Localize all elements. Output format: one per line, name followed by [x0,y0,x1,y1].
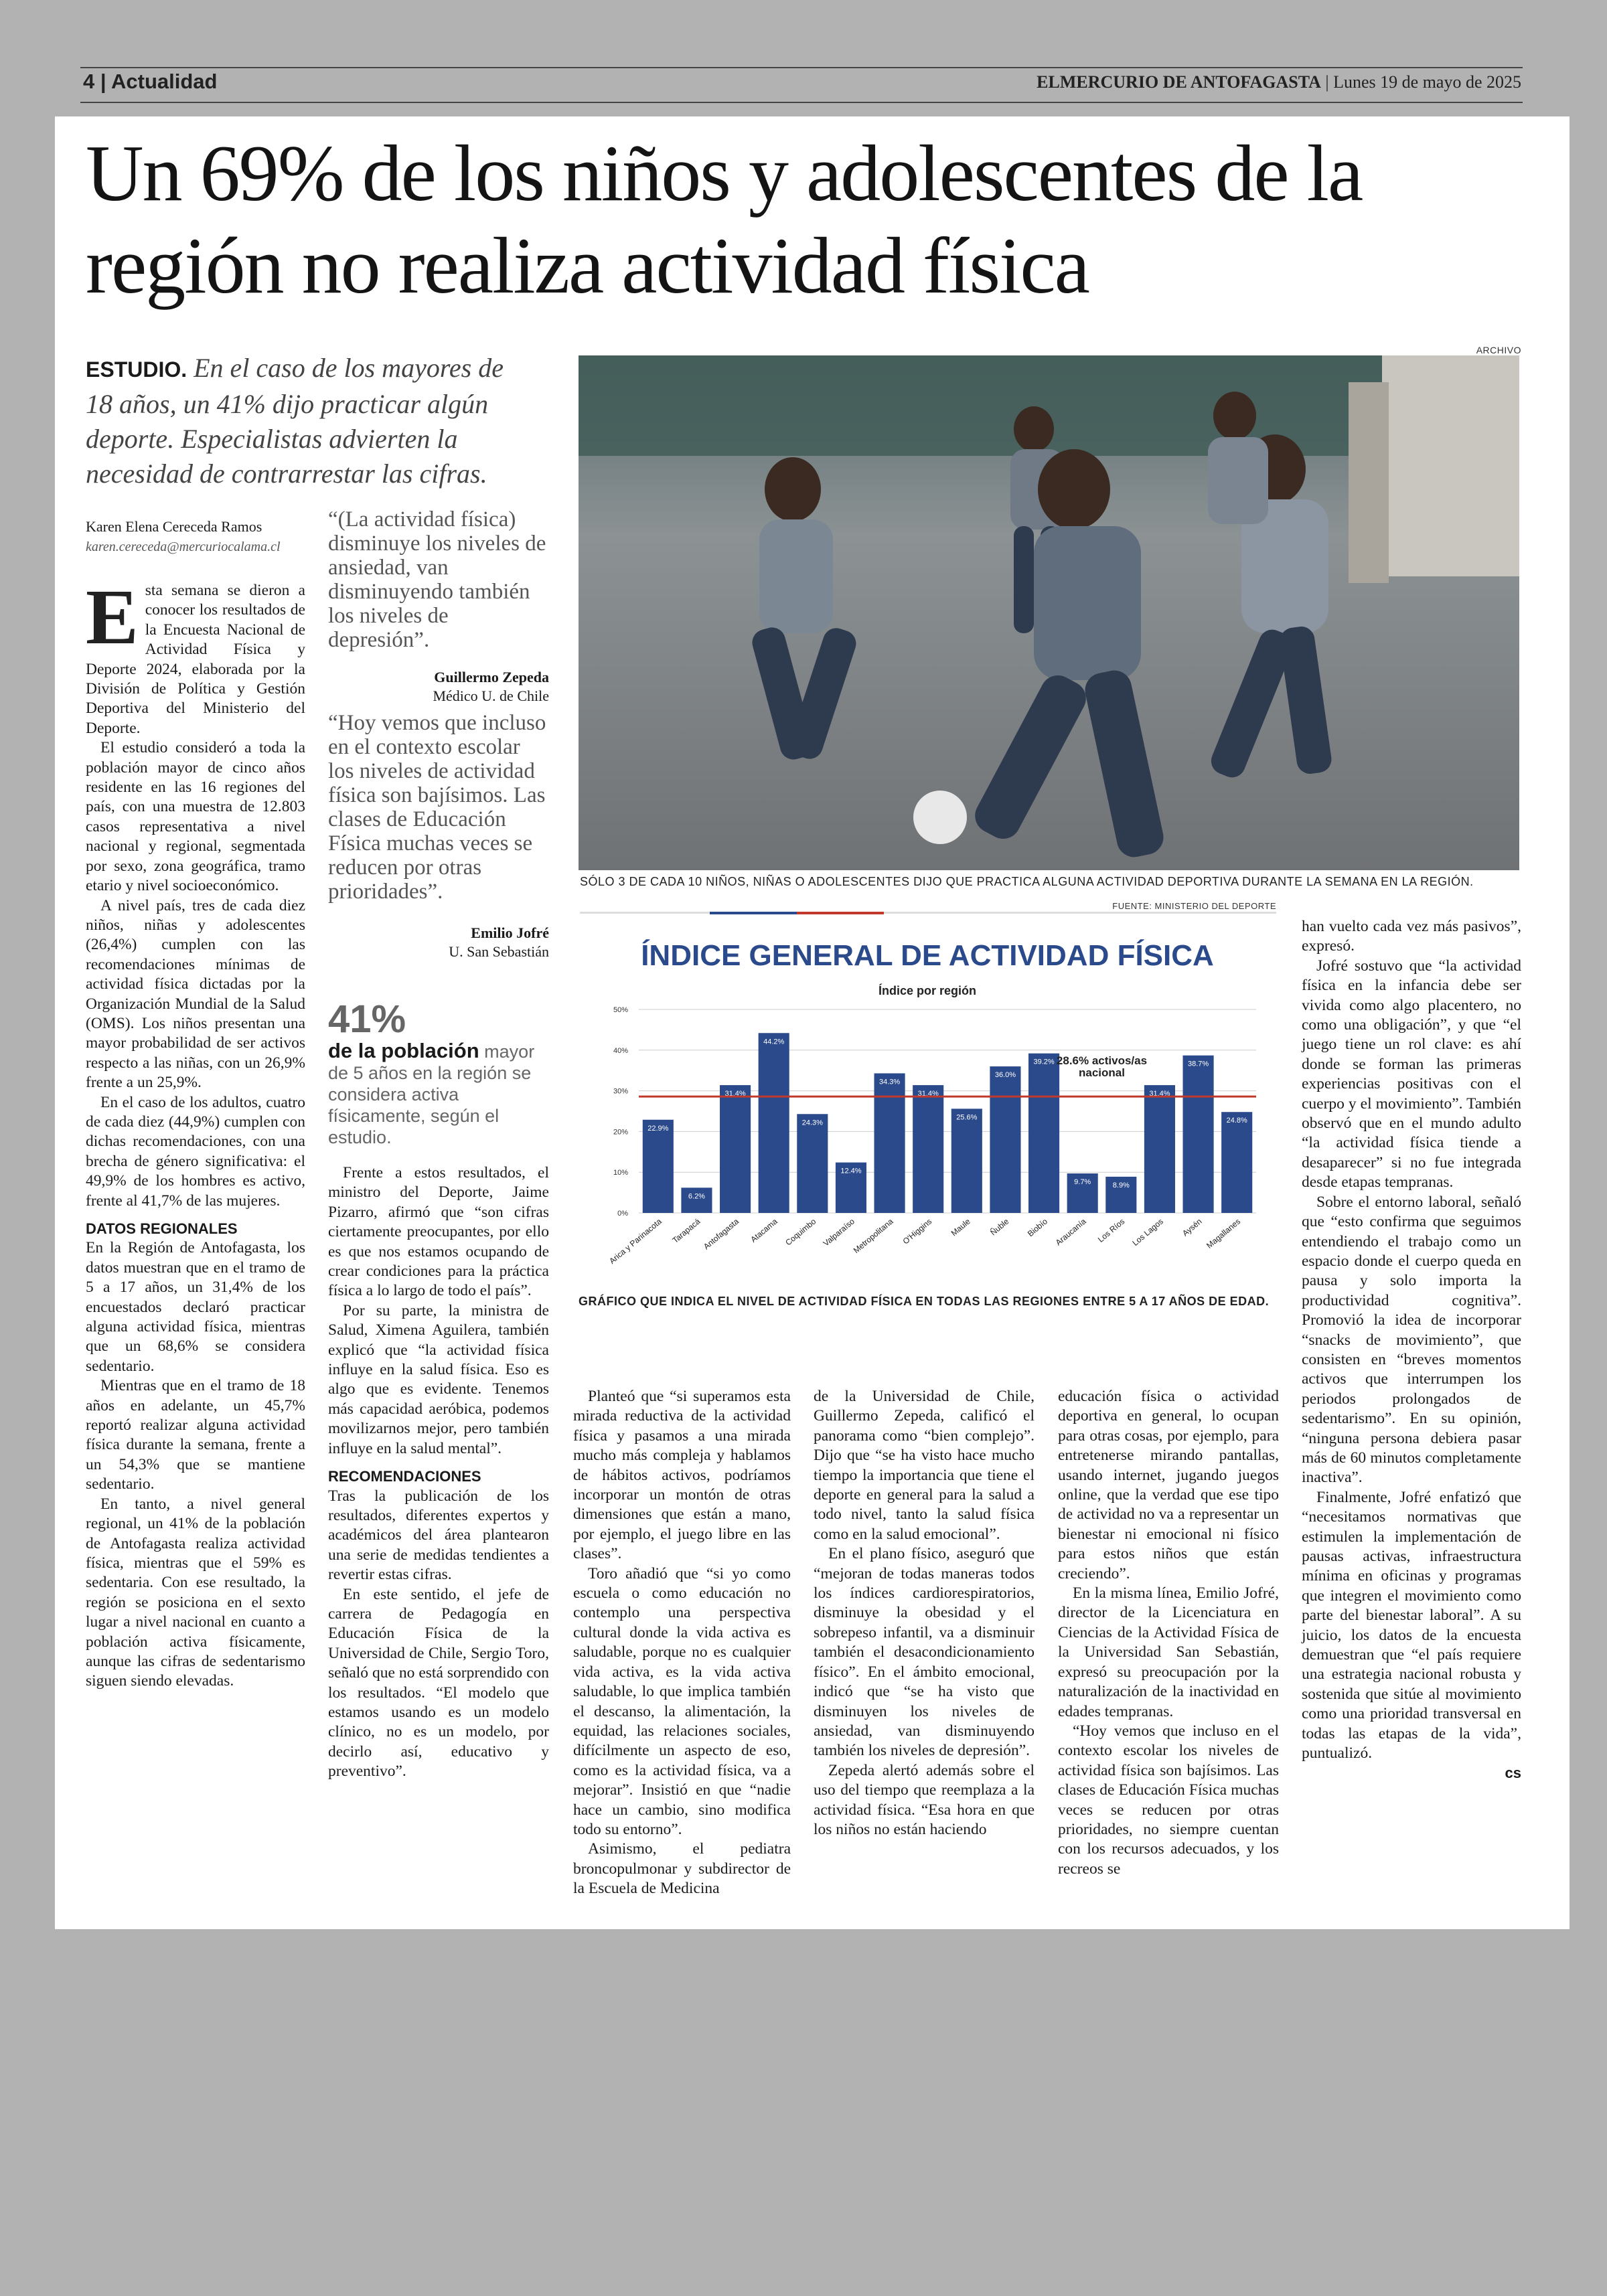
chart-category-label: O'Higgins [901,1216,934,1246]
pull-quote-2-text: “Hoy vemos que incluso en el contexto escolar los niveles de actividad física son bajísimos. Las clases de Educación Física muchas veces se reducen por otras prioridades”. [328,711,546,904]
pull-quote-2-affil: U. San Sebastián [449,943,549,960]
subhead-recomendaciones: RECOMENDACIONES [328,1468,481,1485]
column-5 [1058,1387,1279,1879]
col1-p5: En la Región de Antofagasta, los datos muestran que en el tramo de 5 a 17 años, un 31,4% de los encuestados declaró practicar alguna actividad física, mientras que un 68,6% se considera sedentario. [86,1239,305,1375]
chart-bar [1028,1054,1059,1213]
chart-data-label: 22.9% [647,1124,669,1133]
col1-p2: El estudio consideró a toda la población mayor de cinco años residente en las 16 regiones del país, con una muestra de 12.803 casos representativa a nivel nacional y regional, segmentada por sexo, zona geográfica, tramo etario y nivel socioeconómico. [86,739,305,895]
headline: Un 69% de los niños y adolescentes de la región no realiza actividad física [86,129,1363,310]
byline [86,517,281,557]
pull-quote-1 [328,507,549,706]
column-3 [573,1387,791,1899]
chart-data-label: 34.3% [878,1078,901,1086]
chart-caption: GRÁFICO QUE INDICA EL NIVEL DE ACTIVIDAD FÍSICA EN TODAS LAS REGIONES ENTRE 5 A 17 AÑOS DE EDAD. [579,1295,1270,1308]
bar-chart [580,924,1275,1289]
pull-quote-1-text: “(La actividad física) disminuye los niveles de ansiedad, van disminuyendo también los niveles de depresión”. [328,507,546,652]
photo [579,355,1519,870]
chart-data-label: 36.0% [994,1071,1016,1080]
chart-category-label: Los Lagos [1130,1216,1165,1248]
lede-tag: ESTUDIO. [86,357,187,382]
pull-quote-1-affil: Médico U. de Chile [433,687,549,704]
col2-p3: Tras la publicación de los resultados, diferentes expertos y académicos del área plantearon una serie de medidas tendientes a revertir estas cifras. [328,1487,549,1584]
chart-category-label: Ñuble [988,1216,1011,1238]
chart-top-rule [580,912,1276,914]
chart-ytick-label: 0% [617,1210,628,1218]
col1-p4: En el caso de los adultos, cuatro de cada diez (44,9%) cumplen con dichas recomendaciones, con una brecha de género significativa: el 49,9% de los hombres es activo, frente al 41,7% de las mujeres. [86,1093,305,1210]
pull-quote-2-name: Emilio Jofré [471,924,549,941]
col2-p2: Por su parte, la ministra de Salud, Ximena Aguilera, también explicó que “la actividad física influye en la salud física. Eso es algo que es evidente. Tenemos más capacidad aeróbica, podemos movilizarnos mejor, pero también influye en la salud mental”. [328,1301,549,1457]
chart-ytick-label: 10% [613,1169,628,1177]
chart-category-label: Coquimbo [783,1216,818,1248]
chart-category-label: Aysén [1180,1216,1204,1238]
chart-bar [1221,1112,1252,1213]
chart-data-label: 31.4% [917,1090,939,1098]
chart-ytick-label: 50% [613,1006,628,1014]
chart-bar [643,1120,674,1213]
chart-category-label: Tarapacá [670,1216,702,1246]
chart-accent-red [797,912,884,914]
chart-bar [990,1066,1020,1213]
chart-data-label: 25.6% [956,1113,978,1122]
col4-p3: Zepeda alertó además sobre el uso del tiempo que reemplaza a la actividad física. “Esa hora en que los niños no están haciendo [814,1761,1035,1838]
chart-accent-blue [710,912,797,914]
lede-text: En el caso de los mayores de 18 años, un 41% dijo practicar algún deporte. Especialistas advierten la necesidad de contrarrestar las cifras. [86,353,504,489]
column-1 [86,573,305,1692]
publication-name: ELMERCURIO DE ANTOFAGASTA [1037,72,1321,92]
chart-data-label: 9.7% [1074,1178,1091,1187]
chart-data-label: 39.2% [1033,1058,1055,1066]
byline-email: karen.cereceda@mercuriocalama.cl [86,540,281,554]
dropcap: E [86,573,139,661]
chart-category-label: Maule [949,1216,972,1238]
chart-bar [1183,1056,1214,1213]
chart-data-label: 8.9% [1112,1181,1130,1190]
column-4 [814,1387,1035,1839]
chart-data-label: 38.7% [1187,1060,1209,1068]
column-6 [1302,917,1521,1783]
stat-box [328,999,549,1148]
col6-p3: Sobre el entorno laboral, señaló que “esto confirma que seguimos entendiendo el trabajo como un espacio donde el cuerpo queda en pausa y solo importa la productividad cognitiva”. Promovió la idea de incorporar “snacks de movimiento”, que consisten en “breves momentos activos que interrumpen los periodos prolongados de sedentarismo”. En su opinión, “ninguna persona debiera pasar más de 60 minutos completamente inactiva”. [1302,1193,1521,1487]
photo-illustration [579,355,1519,870]
col3-p3: Asimismo, el pediatra broncopulmonar y subdirector de la Escuela de Medicina [573,1840,791,1898]
chart-data-label: 44.2% [763,1038,785,1046]
chart-bars [607,1033,1252,1266]
chart-data-label: 31.4% [1149,1090,1170,1098]
section-name: Actualidad [111,70,218,93]
chart-data-label: 24.3% [801,1119,823,1127]
stat-value: 41% [328,997,406,1041]
stat-label: de la población [328,1039,479,1062]
chart-data-label: 31.4% [724,1090,746,1098]
header-rule [80,67,1523,68]
col5-p2: En la misma línea, Emilio Jofré, director de la Licenciatura en Ciencias de la Actividad Física de la Universidad San Sebastián, expresó su preocupación por la naturalización de la inactividad en edades tempranas. [1058,1584,1279,1720]
col5-p3: “Hoy vemos que incluso en el contexto escolar los niveles de actividad física son bajísimos. Las clases de Educación Física muchas veces se reducen por otras prioridades, no siempre cuentan con los recursos adecuados, y los recreos se [1058,1722,1279,1878]
chart-reference-label: 28.6% activos/as nacional [1056,1054,1148,1080]
stat-text: mayor de 5 años en la región se considera activa físicamente, según el estudio. [328,1042,535,1147]
issue-date: Lunes 19 de mayo de 2025 [1333,72,1521,92]
chart-category-label: Valparaíso [821,1216,856,1248]
photo-credit: ARCHIVO [1476,345,1521,355]
chart-bar [1144,1085,1175,1213]
chart-category-label: Arica y Parinacota [607,1216,664,1266]
chart-category-label: Atacama [749,1216,779,1244]
chart-ytick-label: 20% [613,1128,628,1137]
byline-author: Karen Elena Cereceda Ramos [86,518,262,535]
col6-p1: han vuelto cada vez más pasivos”, expresó. [1302,918,1521,955]
chart-category-label: Metropolitana [851,1216,895,1256]
chart-data-label: 24.8% [1226,1117,1247,1125]
col2-p1: Frente a estos resultados, el ministro del Deporte, Jaime Pizarro, afirmó que “son cifras ciertamente preocupantes, por ello es que nos estamos ocupando de crear condiciones para la práctica física a lo largo de todo el país”. [328,1164,549,1300]
col6-p4: Finalmente, Jofré enfatizó que “necesitamos normativas que estimulen la implementación de pausas activas, infraestructura mínima en oficinas y programas que integren el movimiento como parte del bienestar laboral”. A su juicio, los datos de la encuesta demuestran que “el país requiere una estrategia nacional robusta y sostenida que sitúe al movimiento como una prioridad transversal en todas las etapas de la vida”, puntualizó. [1302,1488,1521,1762]
pull-quote-2 [328,711,549,961]
chart-subtitle: Índice por región [878,984,977,997]
chart-source: FUENTE: MINISTERIO DEL DEPORTE [1112,901,1276,911]
chart-category-label: Biobío [1025,1216,1049,1239]
chart-bar [720,1085,751,1213]
column-2 [328,1163,549,1782]
chart-title: ÍNDICE GENERAL DE ACTIVIDAD FÍSICA [641,939,1214,972]
chart-category-label: Antofagasta [701,1216,741,1252]
col1-p3: A nivel país, tres de cada diez niños, niñas y adolescentes (26,4%) cumplen con las recomendaciones mínimas de actividad física dictadas por la Organización Mundial de la Salud (OMS). Los niños presentan una mayor probabilidad de ser activos respecto a las niñas, con un 26,9% frente a un 25,9%. [86,896,305,1092]
pull-quote-1-name: Guillermo Zepeda [434,669,549,685]
lede [86,351,528,491]
header-rule-bottom [80,102,1523,103]
chart-data-label: 12.4% [840,1167,862,1175]
chart-bar [874,1073,905,1213]
chart-category-label: Los Ríos [1095,1216,1127,1244]
col3-p1: Planteó que “si superamos esta mirada reductiva de la actividad física y pasamos a una mirada mucho más compleja y hablamos de hábitos activos, podríamos incorporar un montón de otras dimensiones que están a mano, por ejemplo, el juego libre en las clases”. [573,1388,791,1563]
col6-p2: Jofré sostuvo que “la actividad física en la infancia debe ser vivida como algo placentero, no como una obligación”, y que “el juego tiene un rol clave: es ahí donde se forman las primeras experiencias positivas con el cuerpo y el movimiento”. También observó que en el mundo adulto “la actividad física tiende a desaparecer” si no fue integrada desde etapas tempranas. [1302,957,1521,1192]
chart-ytick-label: 40% [613,1046,628,1055]
col4-p2: En el plano físico, aseguró que “mejoran de todas maneras todos los índices cardiorespiratorios, disminuye la obesidad y el sobrepeso infantil, va a disminuir también el desacondicionamiento físico”. En el ámbito emocional, indicó que “se ha visto que disminuyen los niveles de ansiedad, van disminuyendo también los niveles de depresión”. [814,1545,1035,1760]
chart-ytick-label: 30% [613,1087,628,1096]
chart-category-label: Araucanía [1053,1216,1088,1248]
col3-p2: Toro añadió que “si yo como escuela o como educación no contemplo una perspectiva cultural donde la vida activa es saludable, porque no es cualquier vida activa, es la vida activa saludable, lo que implica también el descanso, la alimentación, la equidad, las relaciones sociales, difícilmente un aspecto de eso, como es la actividad física, va a mejorar”. Insistió en que “nadie hace un cambio, sino modifica todo su entorno”. [573,1564,791,1838]
col4-p1: de la Universidad de Chile, Guillermo Zepeda, calificó el panorama como “bien complejo”. Dijo que “se ha visto hace mucho tiempo la importancia que tiene el deporte en general para la salud a todo nivel, tanto la salud física como en la salud emocional”. [814,1388,1035,1543]
photo-caption: SÓLO 3 DE CADA 10 NIÑOS, NIÑAS O ADOLESCENTES DIJO QUE PRACTICA ALGUNA ACTIVIDAD DEPORTIVA DURANTE LA SEMANA EN LA REGIÓN. [580,875,1474,888]
chart-bar [759,1033,789,1213]
col5-p1: educación física o actividad deportiva en general, lo ocupan para otras cosas, por ejemplo, para entretenerse mirando pantallas, usando internet, jugando juegos online, que la verdad que ese tipo de actividad no va a representar un bienestar ni emocional ni físico para estos niños que están creciendo”. [1058,1388,1279,1582]
col2-p4: En este sentido, el jefe de carrera de Pedagogía en Educación Física de la Universidad de Chile, Sergio Toro, señaló que no está sorprendido con los resultados. “El modelo que estamos usando es un modelo clínico, no es un modelo, por decirlo así, educativo y preventivo”. [328,1585,549,1781]
col1-p6: Mientras que en el tramo de 18 años en adelante, un 45,7% reportó realizar alguna actividad física durante la semana, frente a un 54,3% que se mantiene sedentario. [86,1377,305,1493]
col1-p1: sta semana se dieron a conocer los resultados de la Encuesta Nacional de Actividad Física y Deporte 2024, elaborada por la División de Política y Gestión Deportiva del Ministerio del Deporte. [86,582,305,737]
subhead-datos-regionales: DATOS REGIONALES [86,1220,238,1237]
page-number: 4 [83,70,95,93]
col1-p7: En tanto, a nivel general regional, un 41% de la población de Antofagasta realiza actividad física, mientras que el 59% es sedentaria. Con ese resultado, la región se posiciona en el sexto lugar a nivel nacional en cuanto a población activa física​mente, aunque las cifras de sedentarismo siguen siendo elevadas. [86,1495,305,1690]
chart-bar [951,1109,982,1213]
masthead: ELMERCURIO DE ANTOFAGASTA | Lunes 19 de mayo de 2025 [1037,72,1521,92]
chart-category-label: Magallanes [1205,1216,1243,1250]
end-mark: cs [1505,1765,1521,1782]
chart-data-label: 6.2% [688,1192,705,1201]
chart-bar [797,1114,828,1213]
section-label: 4 | Actualidad [83,70,218,93]
chart-bar [913,1085,943,1213]
